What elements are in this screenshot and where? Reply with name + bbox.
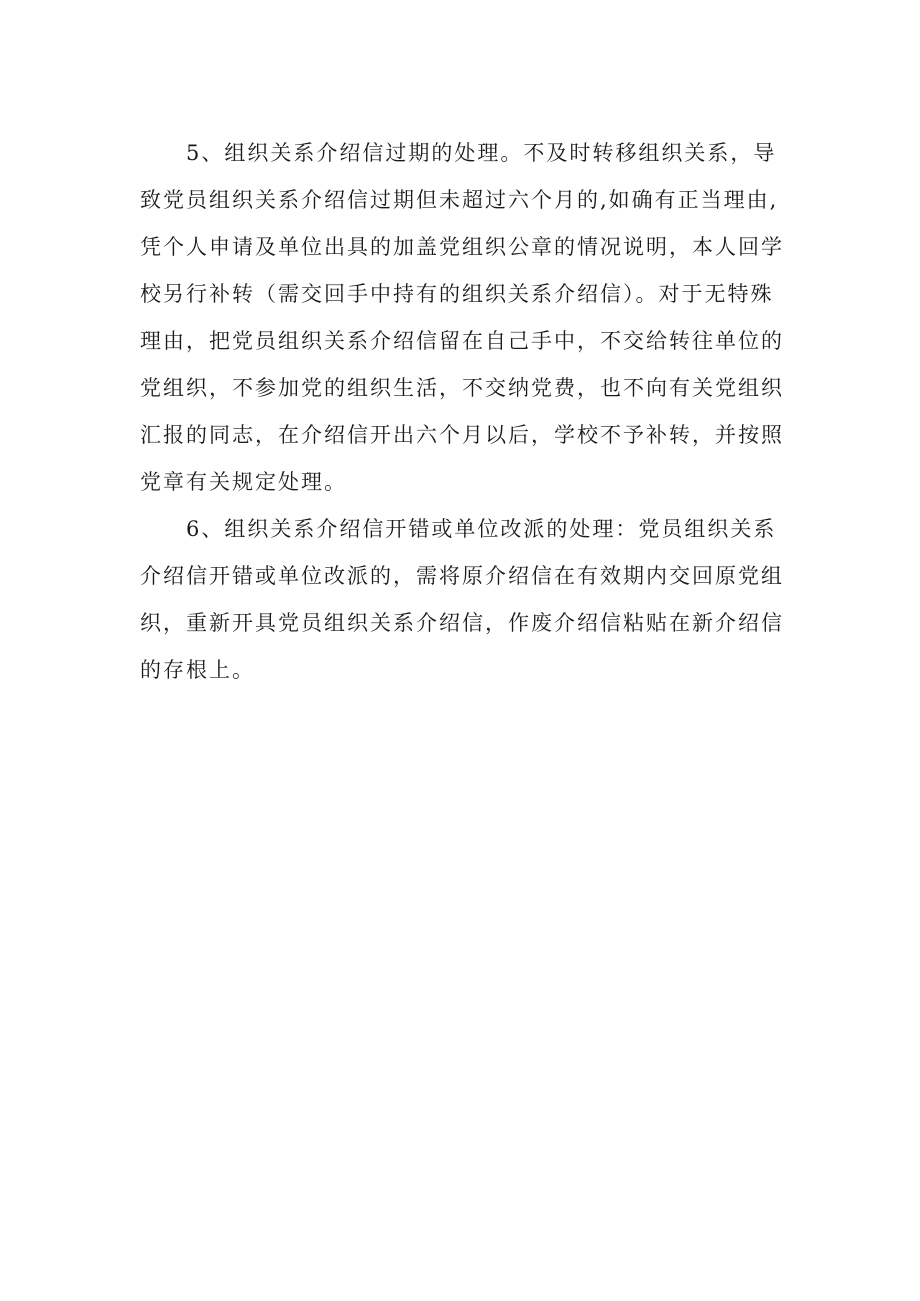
document-body	[140, 130, 785, 694]
paragraph-expired-letter: 5、组织关系介绍信过期的处理。不及时转移组织关系，导 致党员组织关系介绍信过期但未超过六个月的,如确有正当理由, 凭个人申请及单位出具的加盖党组织公章的情况说明，本人回学 校另行补转（需交回手中持有的组织关系介绍信）。对于无特殊 理由，把党员组织关系介绍信留在自己手中，不交给转往单位的 党组织，不参加党的组织生活，不交纳党费，也不向有关党组织 汇报的同志，在介绍信开出六个月以后，学校不予补转，并按照 党章有关规定处理。	[140, 141, 784, 494]
paragraph-wrong-letter: 6、组织关系介绍信开错或单位改派的处理：党员组织关系 介绍信开错或单位改派的，需将原介绍信在有效期内交回原党组 织，重新开具党员组织关系介绍信，作废介绍信粘贴在新介绍信 的存根上。	[140, 517, 784, 682]
